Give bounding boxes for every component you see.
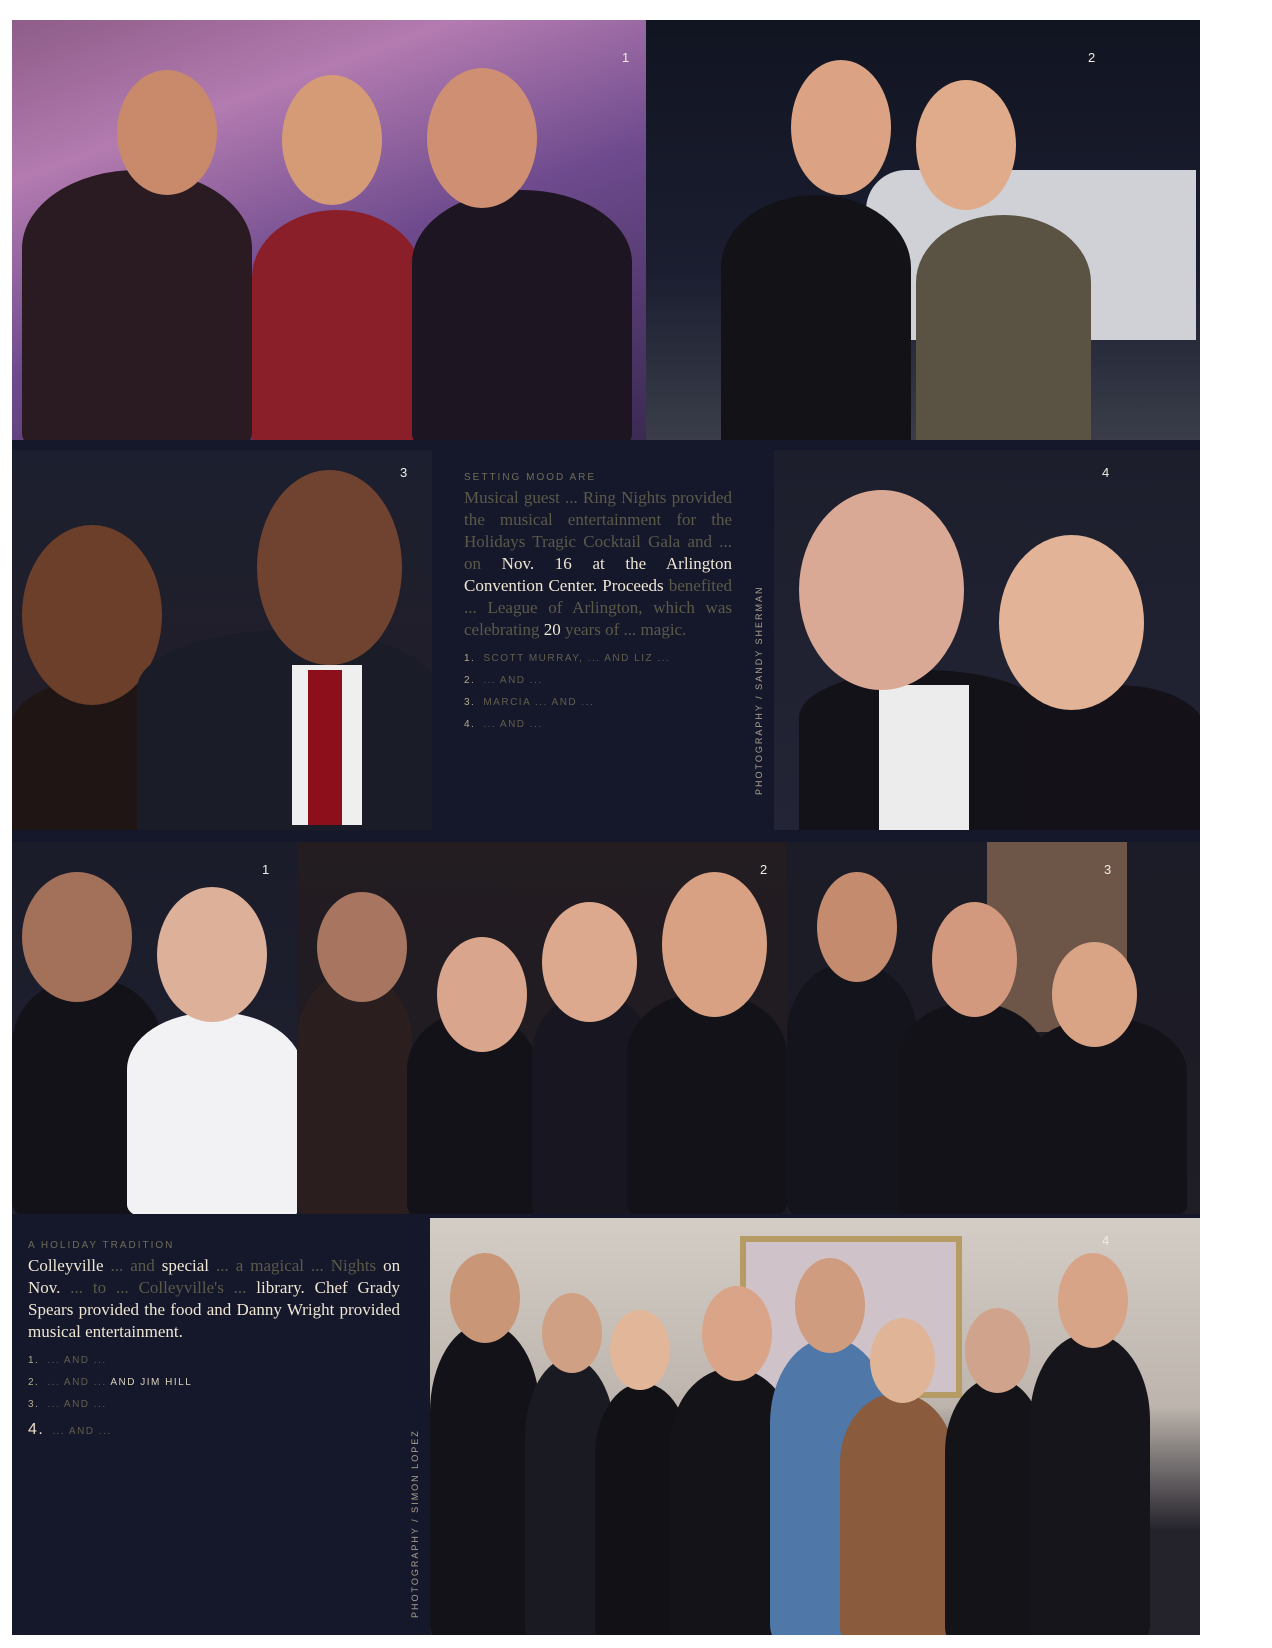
magazine-page — [12, 20, 1200, 1635]
caption-item: 2. ... AND ... AND JIM HILL — [28, 1377, 193, 1388]
photo-top-2 — [646, 20, 1200, 440]
caption-item: 2. ... AND ... — [464, 675, 543, 686]
photo-number: 4 — [1102, 1233, 1110, 1248]
photo-lower-2 — [297, 842, 787, 1214]
photo-number: 1 — [622, 50, 630, 65]
caption-item: 3. ... AND ... — [28, 1399, 107, 1410]
caption-item: 4. ... AND ... — [464, 719, 543, 730]
caption-item: 1. SCOTT MURRAY, ... AND LIZ ... — [464, 653, 671, 664]
caption-item: 1. ... AND ... — [28, 1355, 107, 1366]
photo-number: 3 — [400, 465, 408, 480]
article-kicker: SETTING MOOD ARE — [464, 472, 597, 483]
article-body: Musical guest ... Ring Nights provided the musical entertainment for the Holidays Tragic Cocktail Gala and ... on Nov. 16 at the Arlington Convention Center. Proceeds benefited ... League of Arlington, which was celebrating 20 years of ... magic. — [464, 488, 732, 639]
photo-number: 4 — [1102, 465, 1110, 480]
photo-lower-3 — [787, 842, 1200, 1214]
photo-number: 1 — [262, 862, 270, 877]
caption-item: 3. MARCIA ... AND ... — [464, 697, 595, 708]
photo-captions — [28, 1355, 400, 1439]
photo-top-1 — [12, 20, 646, 440]
article-kicker: A HOLIDAY TRADITION — [28, 1240, 175, 1251]
photo-mid-3 — [12, 450, 432, 830]
article-top — [464, 472, 732, 741]
photo-lower-1 — [12, 842, 297, 1214]
photo-lower-4 — [430, 1218, 1200, 1635]
photo-mid-4 — [774, 450, 1200, 830]
photo-captions — [464, 653, 732, 730]
photo-number: 3 — [1104, 862, 1112, 877]
photo-credit: PHOTOGRAPHY / SIMON LOPEZ — [410, 1429, 420, 1618]
caption-item: 4. ... AND ... — [28, 1421, 112, 1438]
photo-number: 2 — [760, 862, 768, 877]
photo-credit: PHOTOGRAPHY / SANDY SHERMAN — [754, 585, 764, 795]
article-body: Colleyville ... and special ... a magical ... Nights on Nov. ... to ... Colleyville's ... library. Chef Grady Spears provided the food and Danny Wright provided musical entertainment. — [28, 1256, 401, 1341]
article-bottom — [28, 1240, 400, 1450]
photo-number: 2 — [1088, 50, 1096, 65]
